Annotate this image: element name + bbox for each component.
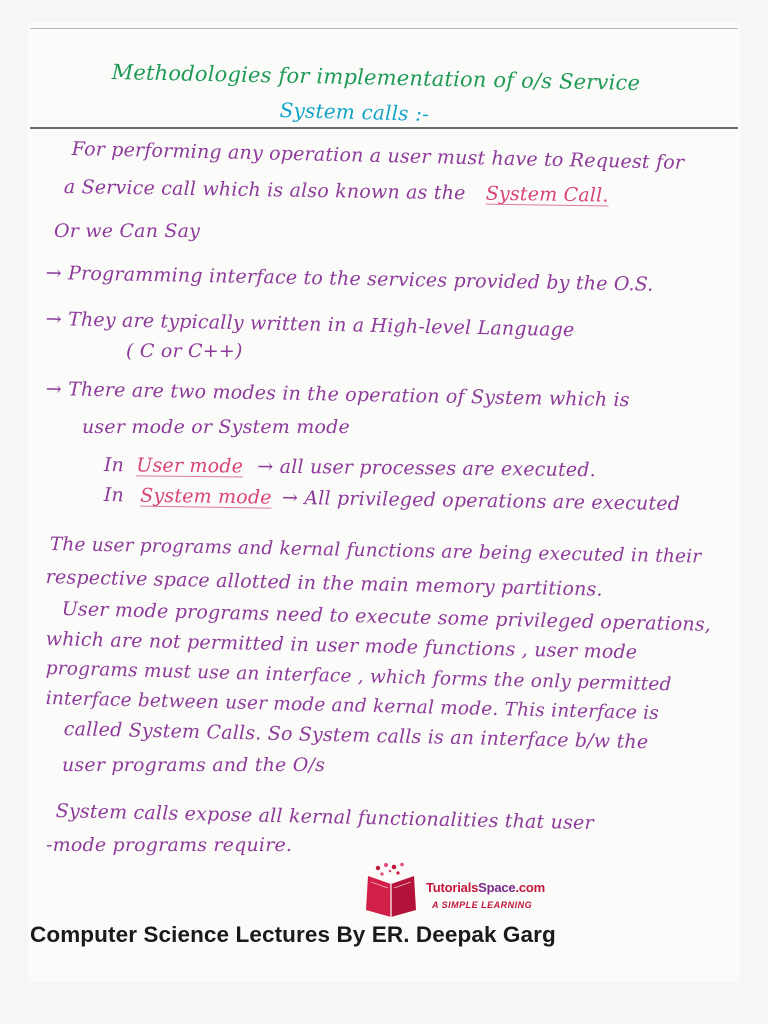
logo-wordmark-b: Space	[478, 880, 516, 895]
para2-line2: respective space allotted in the main memory partitions.	[45, 566, 603, 601]
para4-line1: System calls expose all kernal functionalities that user	[55, 800, 595, 835]
tutorialsspace-logo	[360, 858, 560, 920]
logo-wordmark-a: Tutorials	[426, 880, 479, 895]
bullet-language-examples: ( C or C++)	[126, 340, 243, 362]
para1-line2-text: a Service call which is also known as the	[63, 176, 466, 205]
para3-line2: which are not permitted in user mode functions , user mode	[45, 628, 638, 664]
para4-line2: -mode programs require.	[46, 834, 293, 856]
user-mode-description: → all user processes are executed.	[257, 455, 597, 482]
open-book-icon	[360, 862, 422, 918]
bullet-two-modes-line2: user mode or System mode	[82, 416, 350, 438]
system-mode-prefix: In	[103, 484, 125, 507]
para3-line1: User mode programs need to execute some privileged operations,	[61, 598, 712, 636]
top-rule-line	[30, 28, 738, 29]
footer-credit: Computer Science Lectures By ER. Deepak Garg	[30, 922, 556, 947]
bullet-programming-interface: → Programming interface to the services provided by the O.S.	[45, 262, 654, 296]
bullet-two-modes-line1: → There are two modes in the operation of System which is	[45, 378, 630, 412]
user-mode-term: User mode	[136, 454, 244, 478]
para3-line4: interface between user mode and kernal mode. This interface is	[45, 688, 660, 724]
para1-line1: For performing any operation a user must have to Request for	[71, 138, 685, 174]
para3-line5: called System Calls. So System calls is an interface b/w the	[63, 718, 649, 754]
para2-line1: The user programs and kernal functions are being executed in their	[49, 534, 702, 568]
or-we-can-say: Or we Can Say	[54, 220, 201, 242]
logo-tagline: A SIMPLE LEARNING	[432, 900, 533, 910]
logo-wordmark-c: .com	[515, 880, 545, 895]
para3-line3: programs must use an interface , which forms the only permitted	[45, 658, 672, 696]
para3-line6: user programs and the O/s	[62, 754, 326, 776]
system-call-term: System Call.	[485, 182, 609, 207]
system-mode-term: System mode	[140, 484, 272, 509]
system-mode-description: → All privileged operations are executed	[281, 486, 681, 516]
page-title: Methodologies for implementation of o/s Service	[111, 60, 641, 96]
page-subtitle: System calls :-	[279, 98, 430, 126]
user-mode-prefix: In	[103, 454, 125, 477]
logo-wordmark	[426, 880, 545, 895]
bullet-high-level-language: → They are typically written in a High-level Language	[45, 308, 575, 342]
title-rule-line	[30, 127, 738, 129]
